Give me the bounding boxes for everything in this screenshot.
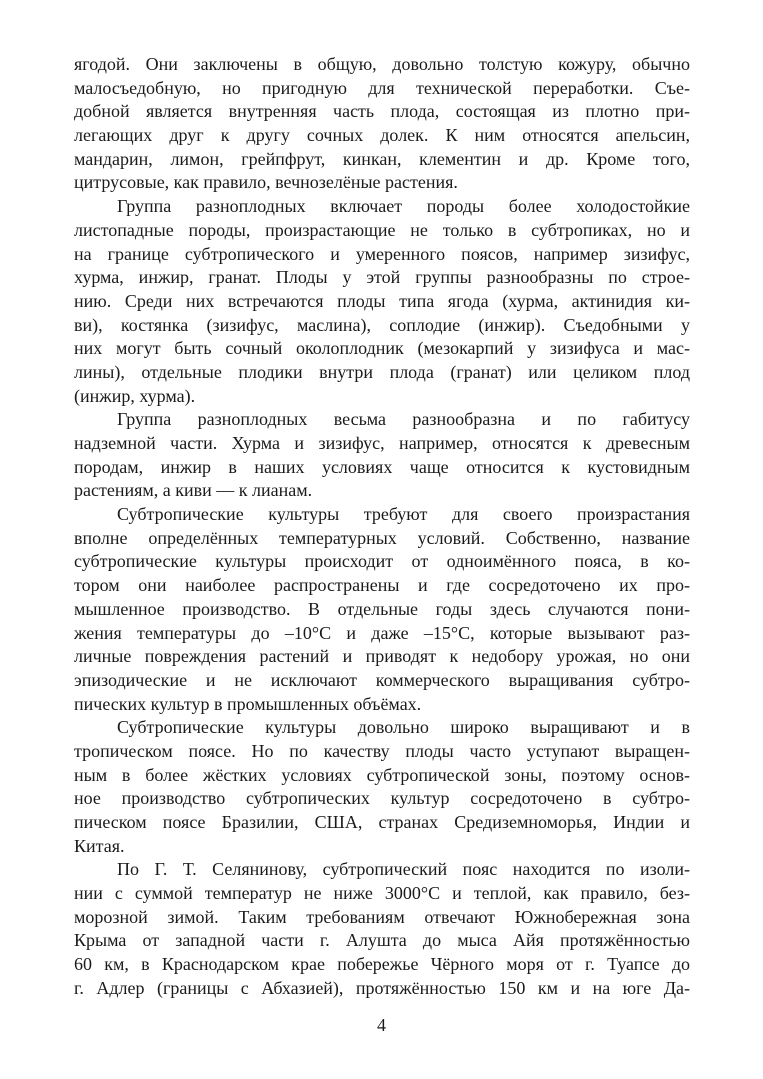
paragraph-5 xyxy=(74,716,690,858)
paragraph-1 xyxy=(74,53,690,195)
text-line: хурма, инжир, гранат. Плоды у этой группы разнообразны по строе- xyxy=(74,267,690,288)
text-line: нию. Среди них встречаются плоды типа ягода (хурма, актинидия ки- xyxy=(74,290,690,311)
paragraph-4 xyxy=(74,503,690,716)
text-line: вполне определённых температурных условий. Собственно, название xyxy=(74,527,690,548)
text-line: пическом поясе Бразилии, США, странах Средиземноморья, Индии и xyxy=(74,812,690,832)
text-line: ягодой. Они заключены в общую, довольно толстую кожуру, обычно xyxy=(74,54,690,74)
paragraph-2 xyxy=(74,195,690,408)
text-line: на границе субтропического и умеренного поясов, например зизифус, xyxy=(74,243,690,264)
document-body xyxy=(74,53,690,1001)
text-line: надземной части. Хурма и зизифус, например, относятся к древесным xyxy=(74,433,690,453)
text-line: Группа разноплодных весьма разнообразна и по габитусу xyxy=(117,409,690,430)
text-line: По Г. Т. Селянинову, субтропический пояс находится по изоли- xyxy=(117,859,690,880)
text-line: Группа разноплодных включает породы более холодостойкие xyxy=(117,196,690,217)
text-line: (инжир, хурма). xyxy=(74,385,196,406)
text-line: ное производство субтропических культур сосредоточено в субтро- xyxy=(74,788,690,809)
text-line: ным в более жёстких условиях субтропической зоны, поэтому основ- xyxy=(74,764,690,785)
paragraph-3 xyxy=(74,408,690,503)
text-line: личные повреждения растений и приводят к недобору урожая, но они xyxy=(74,646,690,667)
text-line: 60 км, в Краснодарском крае побережье Чёрного моря от г. Туапсе до xyxy=(74,954,690,975)
text-line: растениям, а киви — к лианам. xyxy=(74,480,313,501)
text-line: субтропические культуры происходит от одноимённого пояса, в ко- xyxy=(74,551,690,572)
text-line: Китая. xyxy=(74,835,125,856)
text-line: морозной зимой. Таким требованиям отвечают Южнобережная зона xyxy=(74,906,690,927)
paragraph-6 xyxy=(74,858,690,1000)
text-line: листопадные породы, произрастающие не только в субтропиках, но и xyxy=(74,219,690,240)
text-line: Субтропические культуры довольно широко выращивают и в xyxy=(117,717,690,738)
text-line: эпизодические и не исключают коммерческого выращивания субтро- xyxy=(74,669,690,690)
text-line: г. Адлер (границы с Абхазией), протяжённостью 150 км и на юге Да- xyxy=(74,977,690,998)
text-line: Крыма от западной части г. Алушта до мыса Айя протяжённостью xyxy=(74,930,690,951)
text-line: легающих друг к другу сочных долек. К ним относятся апельсин, xyxy=(74,125,690,146)
text-line: нии с суммой температур не ниже 3000°С и теплой, как правило, без- xyxy=(74,883,690,904)
text-line: малосъедобную, но пригодную для технической переработки. Съе- xyxy=(74,77,690,98)
text-line: Субтропические культуры требуют для своего произрастания xyxy=(117,504,690,525)
text-line: породам, инжир в наших условиях чаще относится к кустовидным xyxy=(74,456,690,477)
page-number: 4 xyxy=(377,1015,386,1035)
text-line: них могут быть сочный околоплодник (мезокарпий у зизифуса и мас- xyxy=(74,338,690,359)
text-line: ви), костянка (зизифус, маслина), соплодие (инжир). Съедобными у xyxy=(74,314,690,335)
text-line: тропическом поясе. Но по качеству плоды часто уступают выращен- xyxy=(74,740,690,761)
text-line: мандарин, лимон, грейпфрут, кинкан, клементин и др. Кроме того, xyxy=(74,148,690,169)
text-line: лины), отдельные плодики внутри плода (гранат) или целиком плод xyxy=(74,361,690,382)
text-line: пических культур в промышленных объёмах. xyxy=(74,693,422,714)
text-line: жения температуры до –10°С и даже –15°С, которые вызывают раз- xyxy=(74,622,690,643)
text-line: мышленное производство. В отдельные годы здесь случаются пони- xyxy=(74,598,690,619)
text-line: тором они наиболее распространены и где сосредоточено их про- xyxy=(74,575,690,596)
text-line: цитрусовые, как правило, вечнозелёные растения. xyxy=(74,172,458,193)
text-line: добной является внутренняя часть плода, состоящая из плотно при- xyxy=(74,101,690,122)
